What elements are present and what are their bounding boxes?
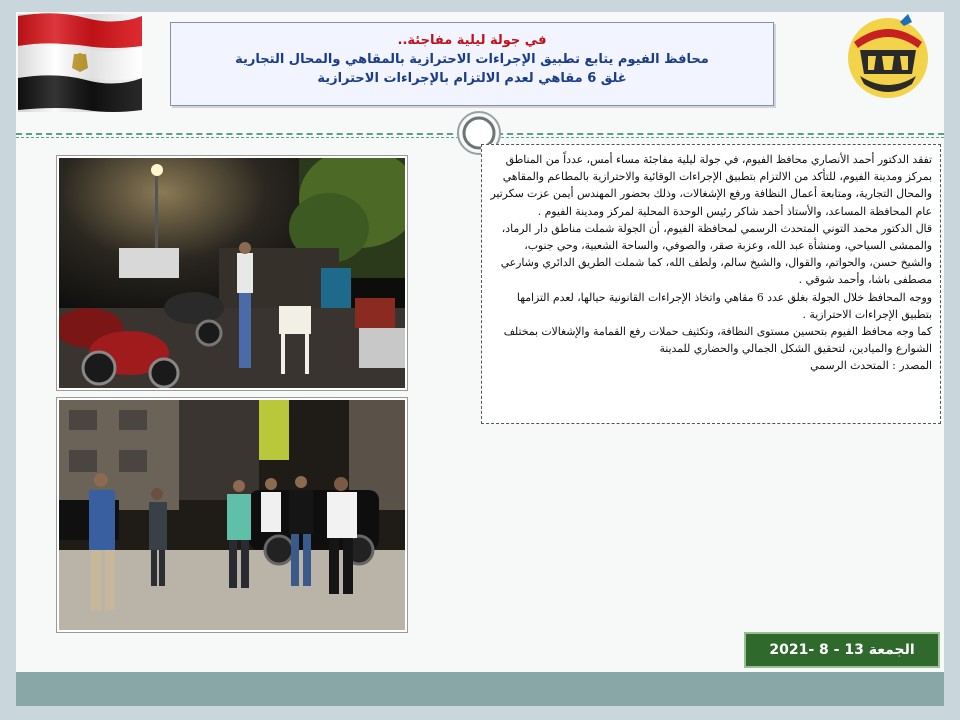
article-source: المصدر : المتحدث الرسمي: [810, 359, 932, 373]
headline-sub: غلق 6 مقاهي لعدم الالتزام بالإجراءات الاحترازية: [317, 71, 627, 86]
officials-inspection-image: [59, 400, 405, 630]
date-badge: [744, 632, 940, 668]
article-paragraph: ووجه المحافظ خلال الجولة بغلق عدد 6 مقاهي واتخاذ الإجراءات القانونية حيالها، لعدم التزامها بتطبيق الإجراءات الاحترازية .: [516, 290, 932, 321]
article-body: [481, 144, 941, 424]
headline-box: [170, 22, 774, 106]
egypt-flag-icon: [16, 10, 144, 114]
footer-bar: [16, 672, 944, 706]
article-paragraph: كما وجه محافظ الفيوم بتحسين مستوى النظافة، وتكثيف حملات رفع القمامة والإشغالات بمختلف الشوارع والميادين، لتحقيق الشكل الجمالي والحضاري للمدينة: [503, 325, 932, 356]
headline-kicker: في جولة ليلية مفاجئة..: [397, 33, 547, 48]
news-photo-officials: [57, 398, 407, 632]
headline-main: محافظ الفيوم يتابع تطبيق الإجراءات الاحترازية بالمقاهي والمحال التجارية: [235, 52, 709, 67]
news-photo-cafes: [57, 156, 407, 390]
date-text: الجمعة 13 - 8 -2021: [769, 642, 915, 658]
fayoum-governorate-logo: [838, 12, 938, 104]
article-paragraph: تفقد الدكتور أحمد الأنصاري محافظ الفيوم، في جولة ليلية مفاجئة مساء أمس، عدداً من المناطق بمركز ومدينة الفيوم، للتأكد من الالتزام بتطبيق الإجراءات الوقائية والاحترازية بالمطاعم والمقاهي والمحال التجارية، ومتابعة أعمال النظافة ورفع الإشغالات، وذلك بحضور المهندس أيمن عزت سكرتير عام المحافظة المساعد، والأستاذ أحمد شاكر رئيس الوحدة المحلية لمركز ومدينة الفيوم .: [490, 153, 932, 218]
article-paragraph: قال الدكتور محمد التوني المتحدث الرسمي لمحافظة الفيوم، أن الجولة شملت مناطق دار الرماد، والممشى السياحي، ومنشأة عبد الله، وعزبة صقر، والصوفي، والساحة الشعبية، وحي جنوب، والشيخ حسن، والحواتم، والقوال، والشيخ سالم، ولطف الله، كما شملت الطريق الدائري وشارعي مصطفى باشا، وأحمد شوقي .: [500, 221, 932, 287]
night-street-scene-image: [59, 158, 405, 388]
